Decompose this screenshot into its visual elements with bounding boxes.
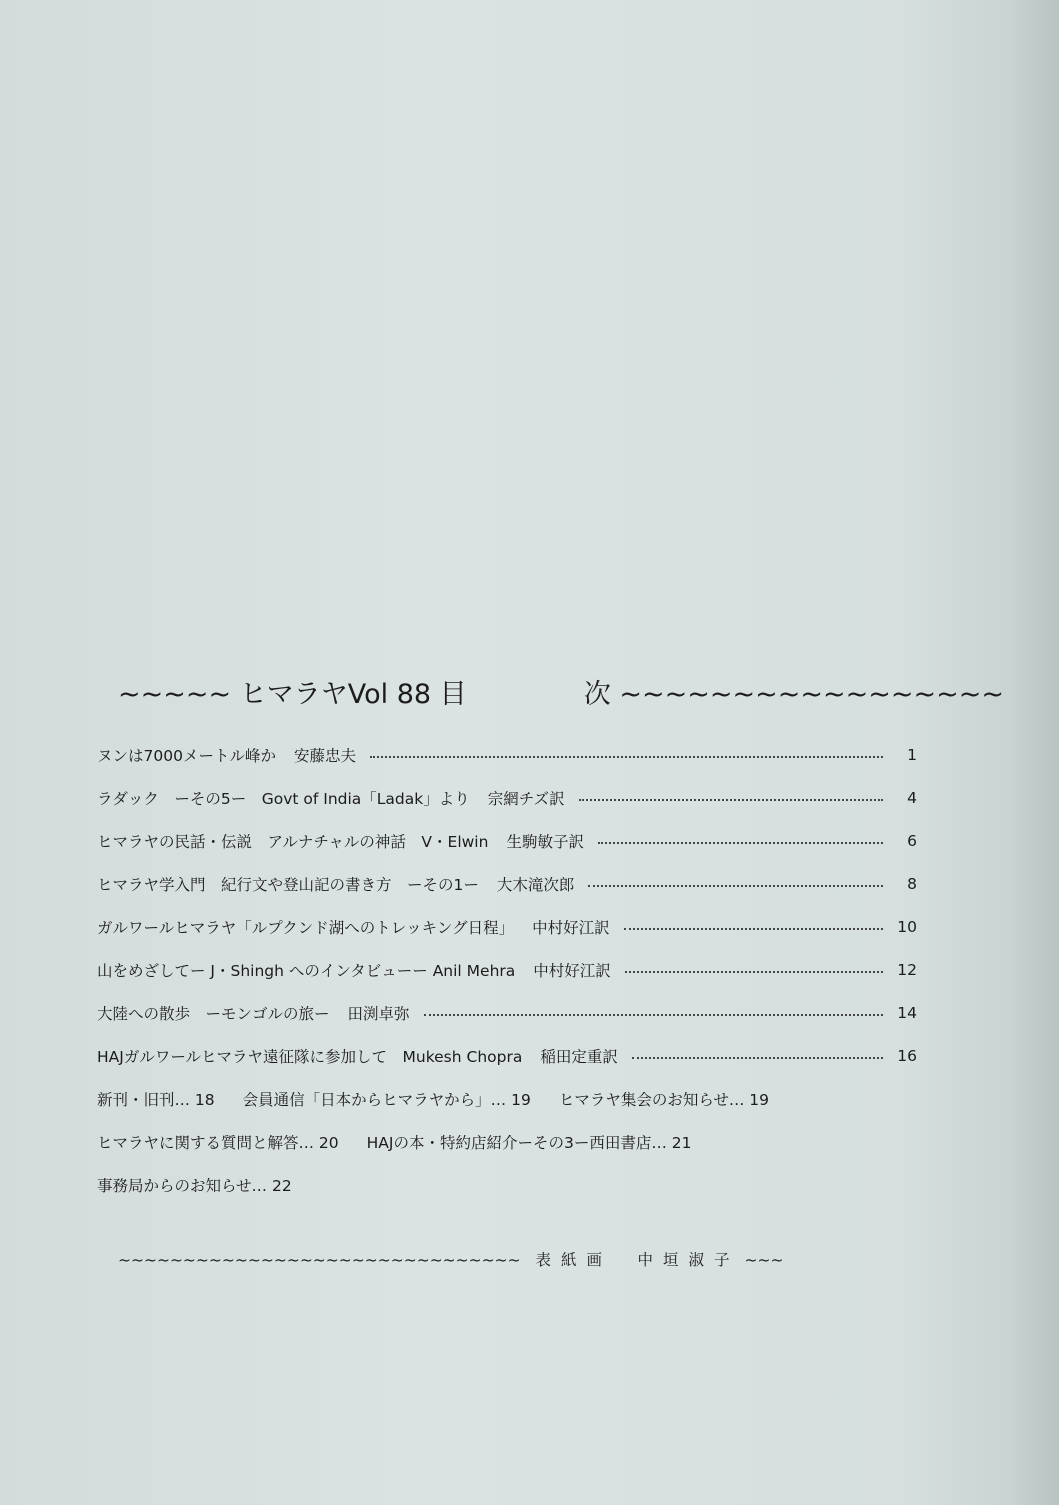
misc-item: 新刊・旧刊… 18 [97, 1090, 215, 1109]
toc-leader [625, 971, 883, 973]
cover-credit-line [118, 1248, 938, 1270]
toc-page: 6 [907, 831, 917, 850]
misc-item: ヒマラヤに関する質問と解答… 20 [97, 1133, 339, 1152]
toc-author: 田渕卓弥 [347, 1004, 410, 1023]
toc-leader [588, 885, 883, 887]
toc-row [97, 862, 917, 905]
cover-credit: 表紙画 中垣淑子 [535, 1251, 740, 1269]
heading-wave-left: ~~~~~ [118, 679, 232, 710]
toc-author: 宗網チズ訳 [487, 789, 565, 808]
toc-row [97, 905, 917, 948]
heading-tail: 次 [583, 679, 611, 710]
toc-leader [579, 799, 883, 801]
toc-row [97, 733, 917, 776]
footer-wave-right: ~~~ [744, 1251, 784, 1269]
toc-row [97, 948, 917, 991]
toc-title: ヒマラヤの民話・伝説 アルナチャルの神話 V・Elwin [97, 832, 489, 851]
toc-author: 中村好江訳 [533, 961, 611, 980]
toc-page: 16 [897, 1046, 917, 1065]
toc-page: 4 [907, 788, 917, 807]
toc-leader [632, 1057, 883, 1059]
misc-item: 会員通信「日本からヒマラヤから」… 19 [242, 1090, 531, 1109]
toc-page: 1 [907, 745, 917, 764]
toc-page: 12 [897, 960, 917, 979]
toc-page: 8 [907, 874, 917, 893]
toc-leader [598, 842, 883, 844]
misc-line [97, 1120, 917, 1163]
toc-author: 生駒敏子訳 [506, 832, 584, 851]
misc-line [97, 1077, 917, 1120]
toc-title: ラダック ーその5ー Govt of India「Ladak」より [97, 789, 470, 808]
toc-author: 中村好江訳 [532, 918, 610, 937]
toc-row [97, 819, 917, 862]
toc-title: ガルワールヒマラヤ「ルプクンド湖へのトレッキング日程」 [97, 918, 515, 937]
table-of-contents [97, 733, 917, 1206]
misc-line [97, 1163, 917, 1206]
misc-item: HAJの本・特約店紹介ーその3ー西田書店… 21 [366, 1133, 692, 1152]
toc-leader [370, 756, 883, 758]
toc-author: 稲田定重訳 [540, 1047, 618, 1066]
heading-title: ヒマラヤVol 88 目 [239, 679, 467, 710]
toc-heading [118, 672, 1005, 711]
misc-item: 事務局からのお知らせ… 22 [97, 1176, 292, 1195]
toc-author: 安藤忠夫 [293, 746, 356, 765]
toc-leader [624, 928, 883, 930]
toc-title: 大陸への散歩 ーモンゴルの旅ー [97, 1004, 330, 1023]
toc-row [97, 991, 917, 1034]
misc-item: ヒマラヤ集会のお知らせ… 19 [558, 1090, 769, 1109]
footer-wave-left: ~~~~~~~~~~~~~~~~~~~~~~~~~~~~~~~ [118, 1251, 521, 1269]
toc-page: 10 [897, 917, 917, 936]
toc-author: 大木滝次郎 [496, 875, 575, 894]
toc-title: 山をめざしてー J・Shingh へのインタビューー Anil Mehra [97, 961, 516, 980]
toc-title: ヌンは7000メートル峰か [97, 746, 276, 765]
page-edge [1013, 0, 1059, 1505]
toc-title: ヒマラヤ学入門 紀行文や登山記の書き方 ーその1ー [97, 875, 479, 894]
toc-title: HAJガルワールヒマラヤ遠征隊に参加して Mukesh Chopra [97, 1047, 523, 1066]
toc-leader [424, 1014, 883, 1016]
heading-wave-right: ~~~~~~~~~~~~~~~~~ [619, 679, 1005, 710]
toc-row [97, 776, 917, 819]
toc-page: 14 [897, 1003, 917, 1022]
toc-row [97, 1034, 917, 1077]
